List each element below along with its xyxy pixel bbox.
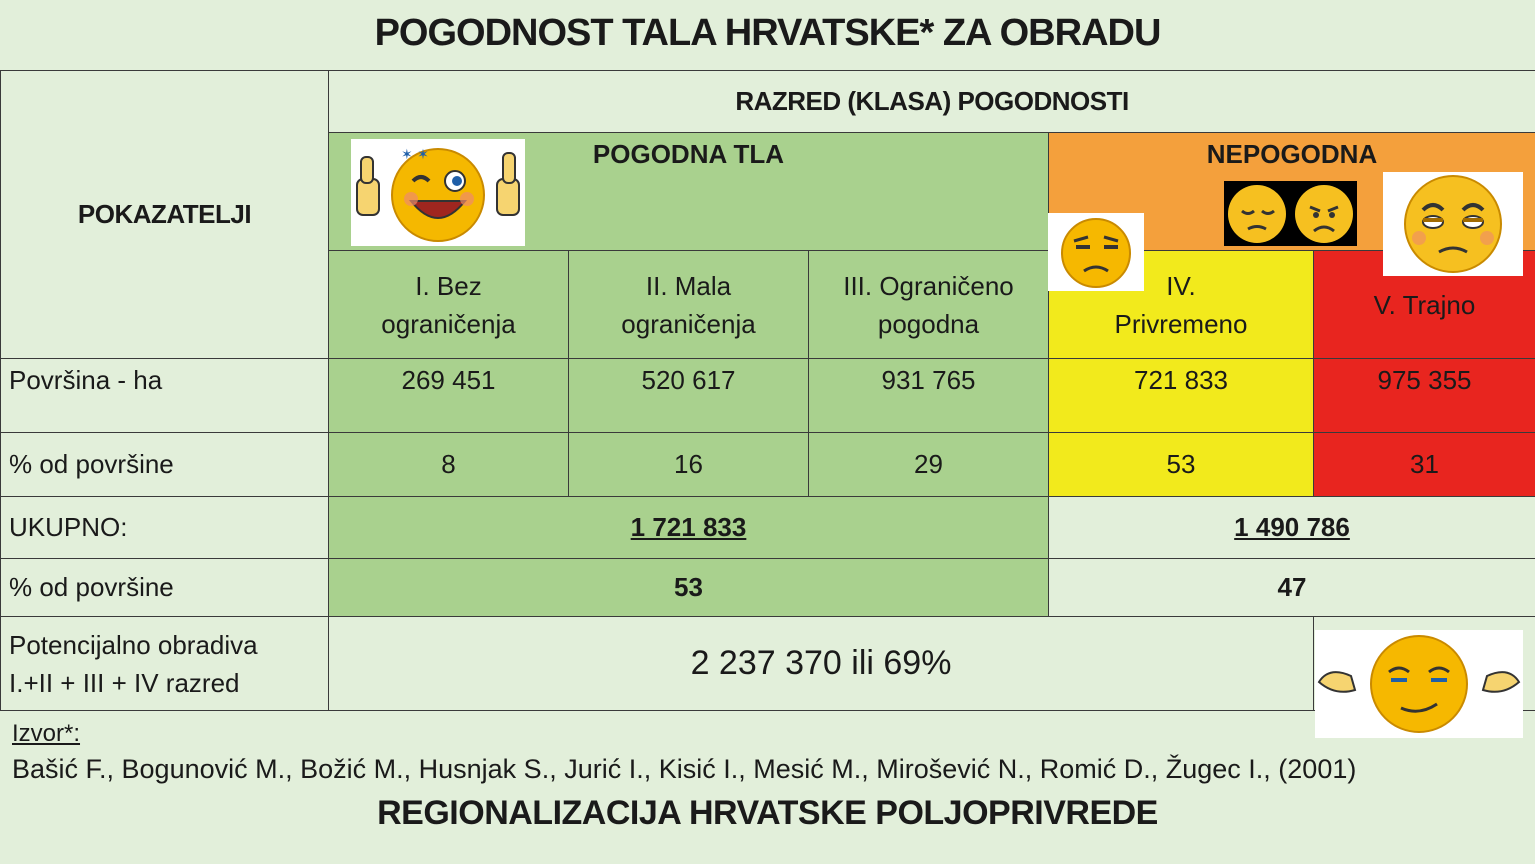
pokazatelji-header: POKAZATELJI [1,71,329,359]
povrsina-value: 269 451 [329,359,569,433]
class-1-line2: ograničenja [381,308,516,339]
class-1-line1: I. Bez [415,270,482,301]
ukupno-postotak-nepogodna: 47 [1049,559,1535,617]
page-title: POGODNOST TALA HRVATSKE* ZA OBRADU [374,12,1161,54]
ukupno-nepogodna [1049,497,1535,559]
postotak-value: 53 [1049,433,1314,497]
suitability-table [0,70,1535,711]
svg-text:✶ ✶: ✶ ✶ [401,147,429,163]
publication-title: REGIONALIZACIJA HRVATSKE POLJOPRIVREDE [377,794,1158,832]
class-2 [569,251,809,359]
postotak-value: 29 [809,433,1049,497]
sad-emoji-icon [1383,172,1523,276]
ukupno-postotak-label: % od površine [1,559,329,617]
postotak-value: 8 [329,433,569,497]
potencijalno-label-line2: I.+II + III + IV razred [9,667,240,698]
class-1 [329,251,569,359]
pogodna-label: POGODNA TLA [592,139,785,169]
class-5-line1: V. Trajno [1373,289,1476,320]
unamused-emoji-icon [1048,213,1144,291]
nepogodna-label: NEPOGODNA [1206,139,1378,169]
razred-header: RAZRED (KLASA) POGODNOSTI [329,71,1535,133]
class-4-line1: IV. [1166,270,1196,301]
source-label-text: Izvor*: [12,720,81,747]
potencijalno-label [1,617,329,711]
shrug-emoji-icon [1315,630,1523,738]
class-3 [809,251,1049,359]
class-4-line2: Privremeno [1114,308,1248,339]
postotak-label: % od površine [1,433,329,497]
povrsina-label: Površina - ha [1,359,329,433]
postotak-value: 16 [569,433,809,497]
povrsina-value: 721 833 [1049,359,1314,433]
ukupno-label: UKUPNO: [1,497,329,559]
potencijalno-value: 2 237 370 ili 69% [329,617,1314,711]
class-2-line2: ograničenja [621,308,756,339]
potencijalno-label-line1: Potencijalno obradiva [9,629,258,660]
class-3-line2: pogodna [877,308,980,339]
pensive-emoji-icon [1224,181,1357,246]
ukupno-pogodna [329,497,1049,559]
disappointed-emoji-icon [1295,185,1353,243]
class-2-line1: II. Mala [645,270,732,301]
ukupno-pogodna-value: 1 721 833 [630,512,747,542]
source-label [12,720,80,748]
ukupno-nepogodna-value: 1 490 786 [1234,512,1350,542]
thumbs-up-wink-emoji-icon [351,139,525,246]
povrsina-value: 931 765 [809,359,1049,433]
class-3-line1: III. Ograničeno [843,270,1014,301]
povrsina-value: 520 617 [569,359,809,433]
source-authors: Bašić F., Bogunović M., Božić M., Husnjak S., Jurić I., Kisić I., Mesić M., Mirošević N., Romić D., Žugec I., (2001) [12,754,1357,784]
ukupno-postotak-pogodna: 53 [329,559,1049,617]
povrsina-value: 975 355 [1314,359,1535,433]
postotak-value: 31 [1314,433,1535,497]
